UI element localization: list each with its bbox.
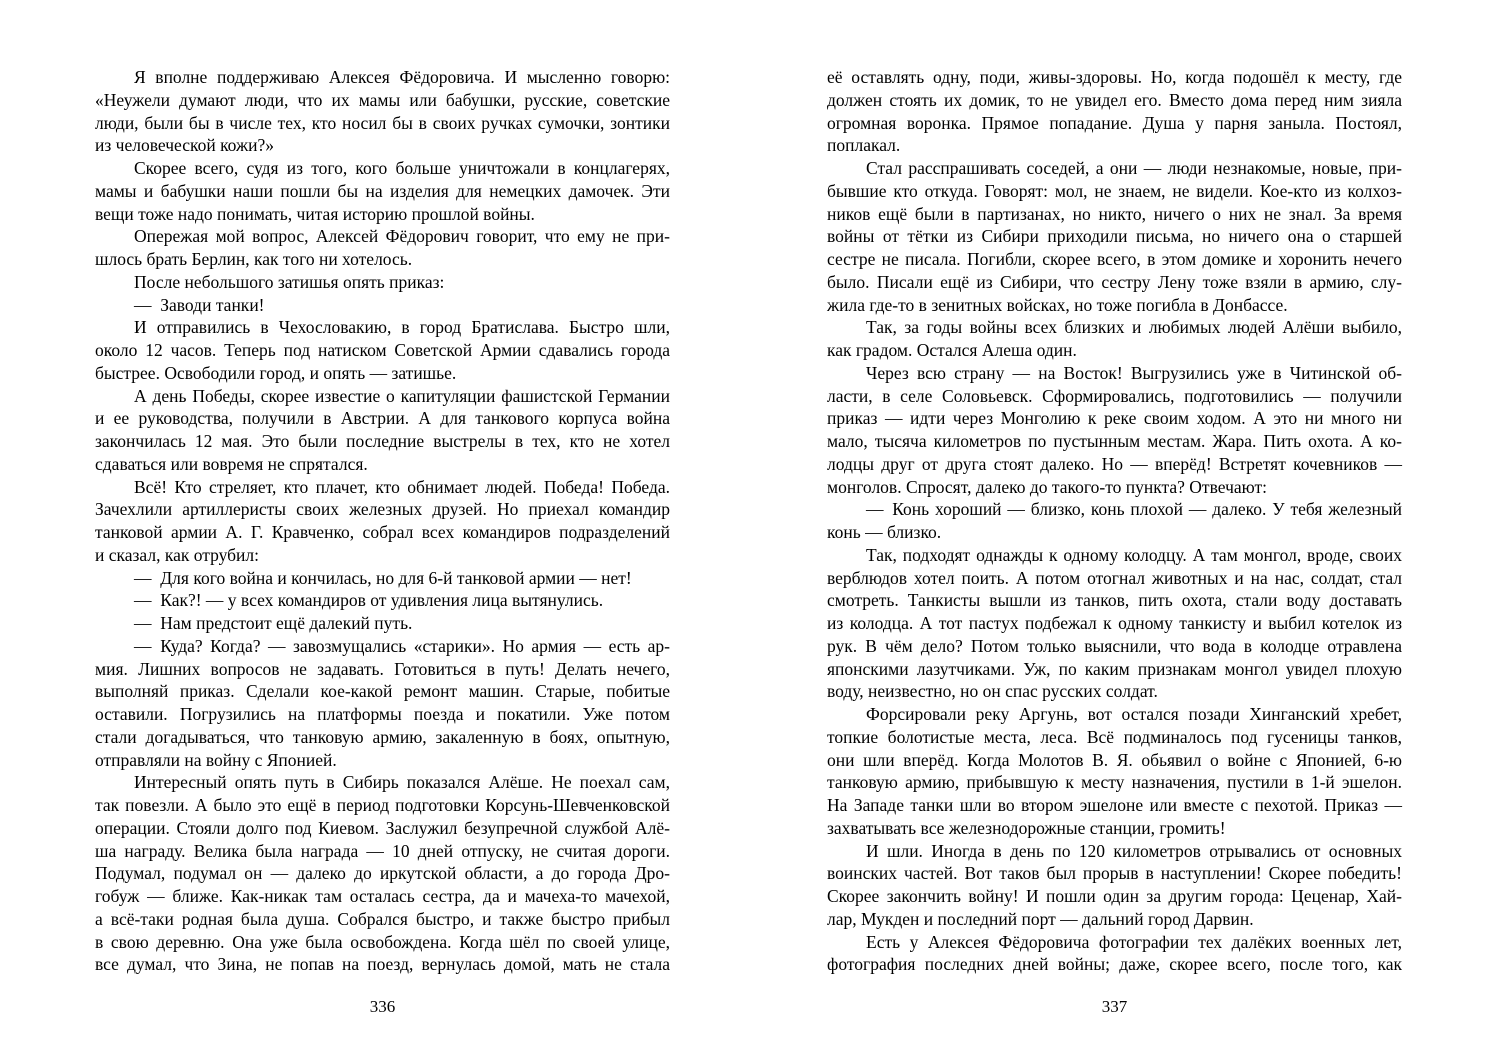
text-line: И отправились в Чехословакию, в город Братислава. Быстро шли,	[134, 317, 670, 338]
text-line: поплакал.	[827, 135, 901, 156]
text-line: На Западе танки шли во втором эшелоне или вместе с пехотой. Приказ —	[827, 795, 1402, 815]
text-line: мамы и бабушки наши пошли бы на изделия для немецких дамочек. Эти	[95, 180, 670, 201]
text-line: лодцы друг от друга стоят далеко. Но — вперёд! Встретят кочевников —	[827, 453, 1402, 474]
text-line: Интересный опять путь в Сибирь показался Алёше. Не поехал сам,	[134, 772, 670, 793]
text-line: Так, за годы войны всех близких и любимых людей Алёши выбило,	[866, 317, 1402, 338]
text-line: Так, подходят однажды к одному колодцу. А там монгол, вроде, своих	[866, 544, 1402, 565]
text-line: Через всю страну — на Восток! Выгрузились уже в Читинской об-	[866, 362, 1402, 383]
text-line: должен стоять их домик, то не увидел его. Вместо дома перед ним зияла	[827, 89, 1402, 110]
text-line: оставили. Погрузились на платформы поезда и покатили. Уже потом	[95, 704, 670, 724]
text-line: Я вполне поддерживаю Алексея Фёдоровича. И мысленно говорю:	[134, 67, 670, 87]
text-line: смотреть. Танкисты вышли из танков, пить охота, стали воду доставать	[827, 590, 1402, 611]
text-line: как градом. Остался Алеша один.	[827, 340, 1077, 360]
text-line: отправляли на войну с Японией.	[95, 749, 337, 770]
text-line: так повезли. А было это ещё в период подготовки Корсунь-Шевченковской	[95, 795, 670, 815]
text-line: закончилась 12 мая. Это были последние выстрелы в тех, кто не хотел	[95, 431, 670, 451]
text-line: Форсировали реку Аргунь, вот остался позади Хинганский хребет,	[866, 704, 1402, 724]
text-line: Подумал, подумал он — далеко до иркутской области, а до города Дро-	[95, 863, 670, 884]
text-line: её оставлять одну, поди, живы-здоровы. Но, когда подошёл к месту, где	[827, 67, 1402, 87]
text-line: — Заводи танки!	[134, 294, 265, 315]
text-line: танковой армии А. Г. Кравченко, собрал всех командиров подразделений	[95, 522, 670, 542]
text-line: верблюдов хотел поить. А потом отогнал животных и на нас, солдат, стал	[827, 567, 1402, 588]
text-line: «Неужели думают люди, что их мамы или бабушки, русские, советские	[95, 89, 670, 110]
text-line: сдаваться или вовремя не спрятался.	[95, 453, 368, 474]
text-line: — Конь хороший — близко, конь плохой — далеко. У тебя железный	[866, 499, 1402, 520]
text-line: топкие болотистые места, леса. Всё подминалось под гусеницы танков,	[827, 726, 1402, 747]
text-line: рук. В чём дело? Потом только выяснили, что вода в колодце отравлена	[827, 635, 1402, 656]
text-line: монголов. Спросят, далеко до такого-то пункта? Отвечают:	[827, 476, 1267, 497]
text-line: приказ — идти через Монголию к реке своим ходом. А это ни много ни	[827, 408, 1402, 429]
text-line: стали догадываться, что танковую армию, закаленную в боях, опытную,	[95, 726, 670, 747]
text-line: из человеческой кожи?»	[95, 135, 274, 156]
text-line: Скорее закончить войну! И пошли один за другим города: Цеценар, Хай-	[827, 886, 1402, 906]
text-line: было. Писали ещё из Сибири, что сестру Лену тоже взяли в армию, слу-	[827, 271, 1402, 292]
text-line: танковую армию, прибывшую к месту назначения, пустили в 1-й эшелон.	[827, 772, 1402, 793]
text-line: гобуж — ближе. Как-никак там осталась сестра, да и мачеха-то мачехой,	[95, 886, 670, 906]
text-line: И шли. Иногда в день по 120 километров отрывались от основных	[866, 840, 1402, 861]
text-line: лар, Мукден и последний порт — дальний город Дарвин.	[827, 908, 1254, 929]
text-line: быстрее. Освободили город, и опять — затишье.	[95, 362, 457, 383]
text-line: сестре не писала. Погибли, скорее всего, в этом домике и хоронить нечего	[827, 249, 1402, 269]
text-line: и ее руководства, получили в Австрии. А для танкового корпуса война	[95, 408, 670, 429]
text-line: фотография последних дней войны; даже, скорее всего, после того, как	[827, 954, 1402, 975]
text-line: Опережая мой вопрос, Алексей Фёдорович говорит, что ему не при-	[134, 226, 670, 247]
text-line: Скорее всего, судя из того, кого больше уничтожали в концлагерях,	[134, 158, 670, 178]
text-line: мия. Лишних вопросов не задавать. Готовиться в путь! Делать нечего,	[95, 658, 670, 679]
page-right-text-column	[827, 66, 1402, 976]
text-line: люди, были бы в числе тех, кто носил бы в своих ручках сумочки, зонтики	[95, 112, 670, 133]
text-line: выполняй приказ. Сделали кое-какой ремонт машин. Старые, побитые	[95, 681, 670, 702]
page-left-text-column	[95, 66, 670, 976]
text-line: После небольшого затишья опять приказ:	[134, 271, 445, 292]
text-line: — Как?! — у всех командиров от удивления лица вытянулись.	[134, 590, 604, 611]
text-line: огромная воронка. Прямое попадание. Душа у парня заныла. Постоял,	[827, 112, 1402, 133]
text-line: войны от тётки из Сибири приходили письма, но ничего она о старшей	[827, 226, 1402, 247]
text-line: и сказал, как отрубил:	[95, 544, 259, 565]
text-line: жила где-то в зенитных войсках, но тоже погибла в Донбассе.	[827, 294, 1288, 315]
page-number-right: 337	[1101, 997, 1128, 1016]
text-line: конь — близко.	[827, 522, 942, 542]
text-line: Всё! Кто стреляет, кто плачет, кто обнимает людей. Победа! Победа.	[134, 476, 670, 497]
text-line: воду, неизвестно, но он спас русских солдат.	[827, 681, 1158, 702]
text-line: ласти, в селе Соловьевск. Сформировались, подготовились — получили	[827, 385, 1402, 406]
text-line: Зачехлили артиллеристы своих железных друзей. Но приехал командир	[95, 499, 670, 520]
page-number-left: 336	[369, 997, 396, 1016]
text-line: ша награду. Велика была награда — 10 дней отпуску, не считая дороги.	[95, 840, 670, 861]
text-line: вещи тоже надо понимать, читая историю прошлой войны.	[95, 203, 535, 224]
text-line: ников ещё были в партизанах, но никто, ничего о них не знал. За время	[827, 203, 1402, 224]
text-line: все думал, что Зина, не попав на поезд, вернулась домой, мать не стала	[95, 954, 670, 975]
text-line: операции. Стояли долго под Киевом. Заслужил безупречной службой Алё-	[95, 817, 670, 838]
text-line: в свою деревню. Она уже была освобождена. Когда шёл по своей улице,	[95, 931, 670, 952]
text-line: — Для кого война и кончилась, но для 6-й танковой армии — нет!	[134, 567, 632, 588]
text-line: — Нам предстоит ещё далекий путь.	[134, 613, 413, 633]
text-line: они шли вперёд. Когда Молотов В. Я. обьявил о войне с Японией, 6-ю	[827, 749, 1402, 770]
text-line: шлось брать Берлин, как того ни хотелось.	[95, 249, 413, 269]
text-line: а всё-таки родная была душа. Собрался быстро, и также быстро прибыл	[95, 908, 670, 929]
text-line: А день Победы, скорее известие о капитуляции фашистской Германии	[134, 385, 670, 406]
text-line: захватывать все железнодорожные станции, громить!	[827, 817, 1226, 838]
text-line: воинских частей. Вот таков был прорыв в наступлении! Скорее победить!	[827, 863, 1402, 884]
text-line: мало, тысяча километров по пустынным местам. Жара. Пить охота. А ко-	[827, 431, 1402, 451]
text-line: японскими лазутчиками. Уж, по каким признакам монгол увидел плохую	[827, 658, 1402, 679]
text-line: бывшие кто откуда. Говорят: мол, не знаем, не видели. Кое-кто из колхоз-	[827, 180, 1402, 201]
text-line: Стал расспрашивать соседей, а они — люди незнакомые, новые, при-	[866, 158, 1402, 178]
text-line: Есть у Алексея Фёдоровича фотографии тех далёких военных лет,	[866, 931, 1402, 952]
text-line: — Куда? Когда? — завозмущались «старики». Но армия — есть ар-	[134, 635, 670, 656]
text-line: из колодца. А тот пастух подбежал к одному танкисту и выбил котелок из	[827, 613, 1402, 633]
text-line: около 12 часов. Теперь под натиском Советской Армии сдавались города	[95, 340, 670, 360]
